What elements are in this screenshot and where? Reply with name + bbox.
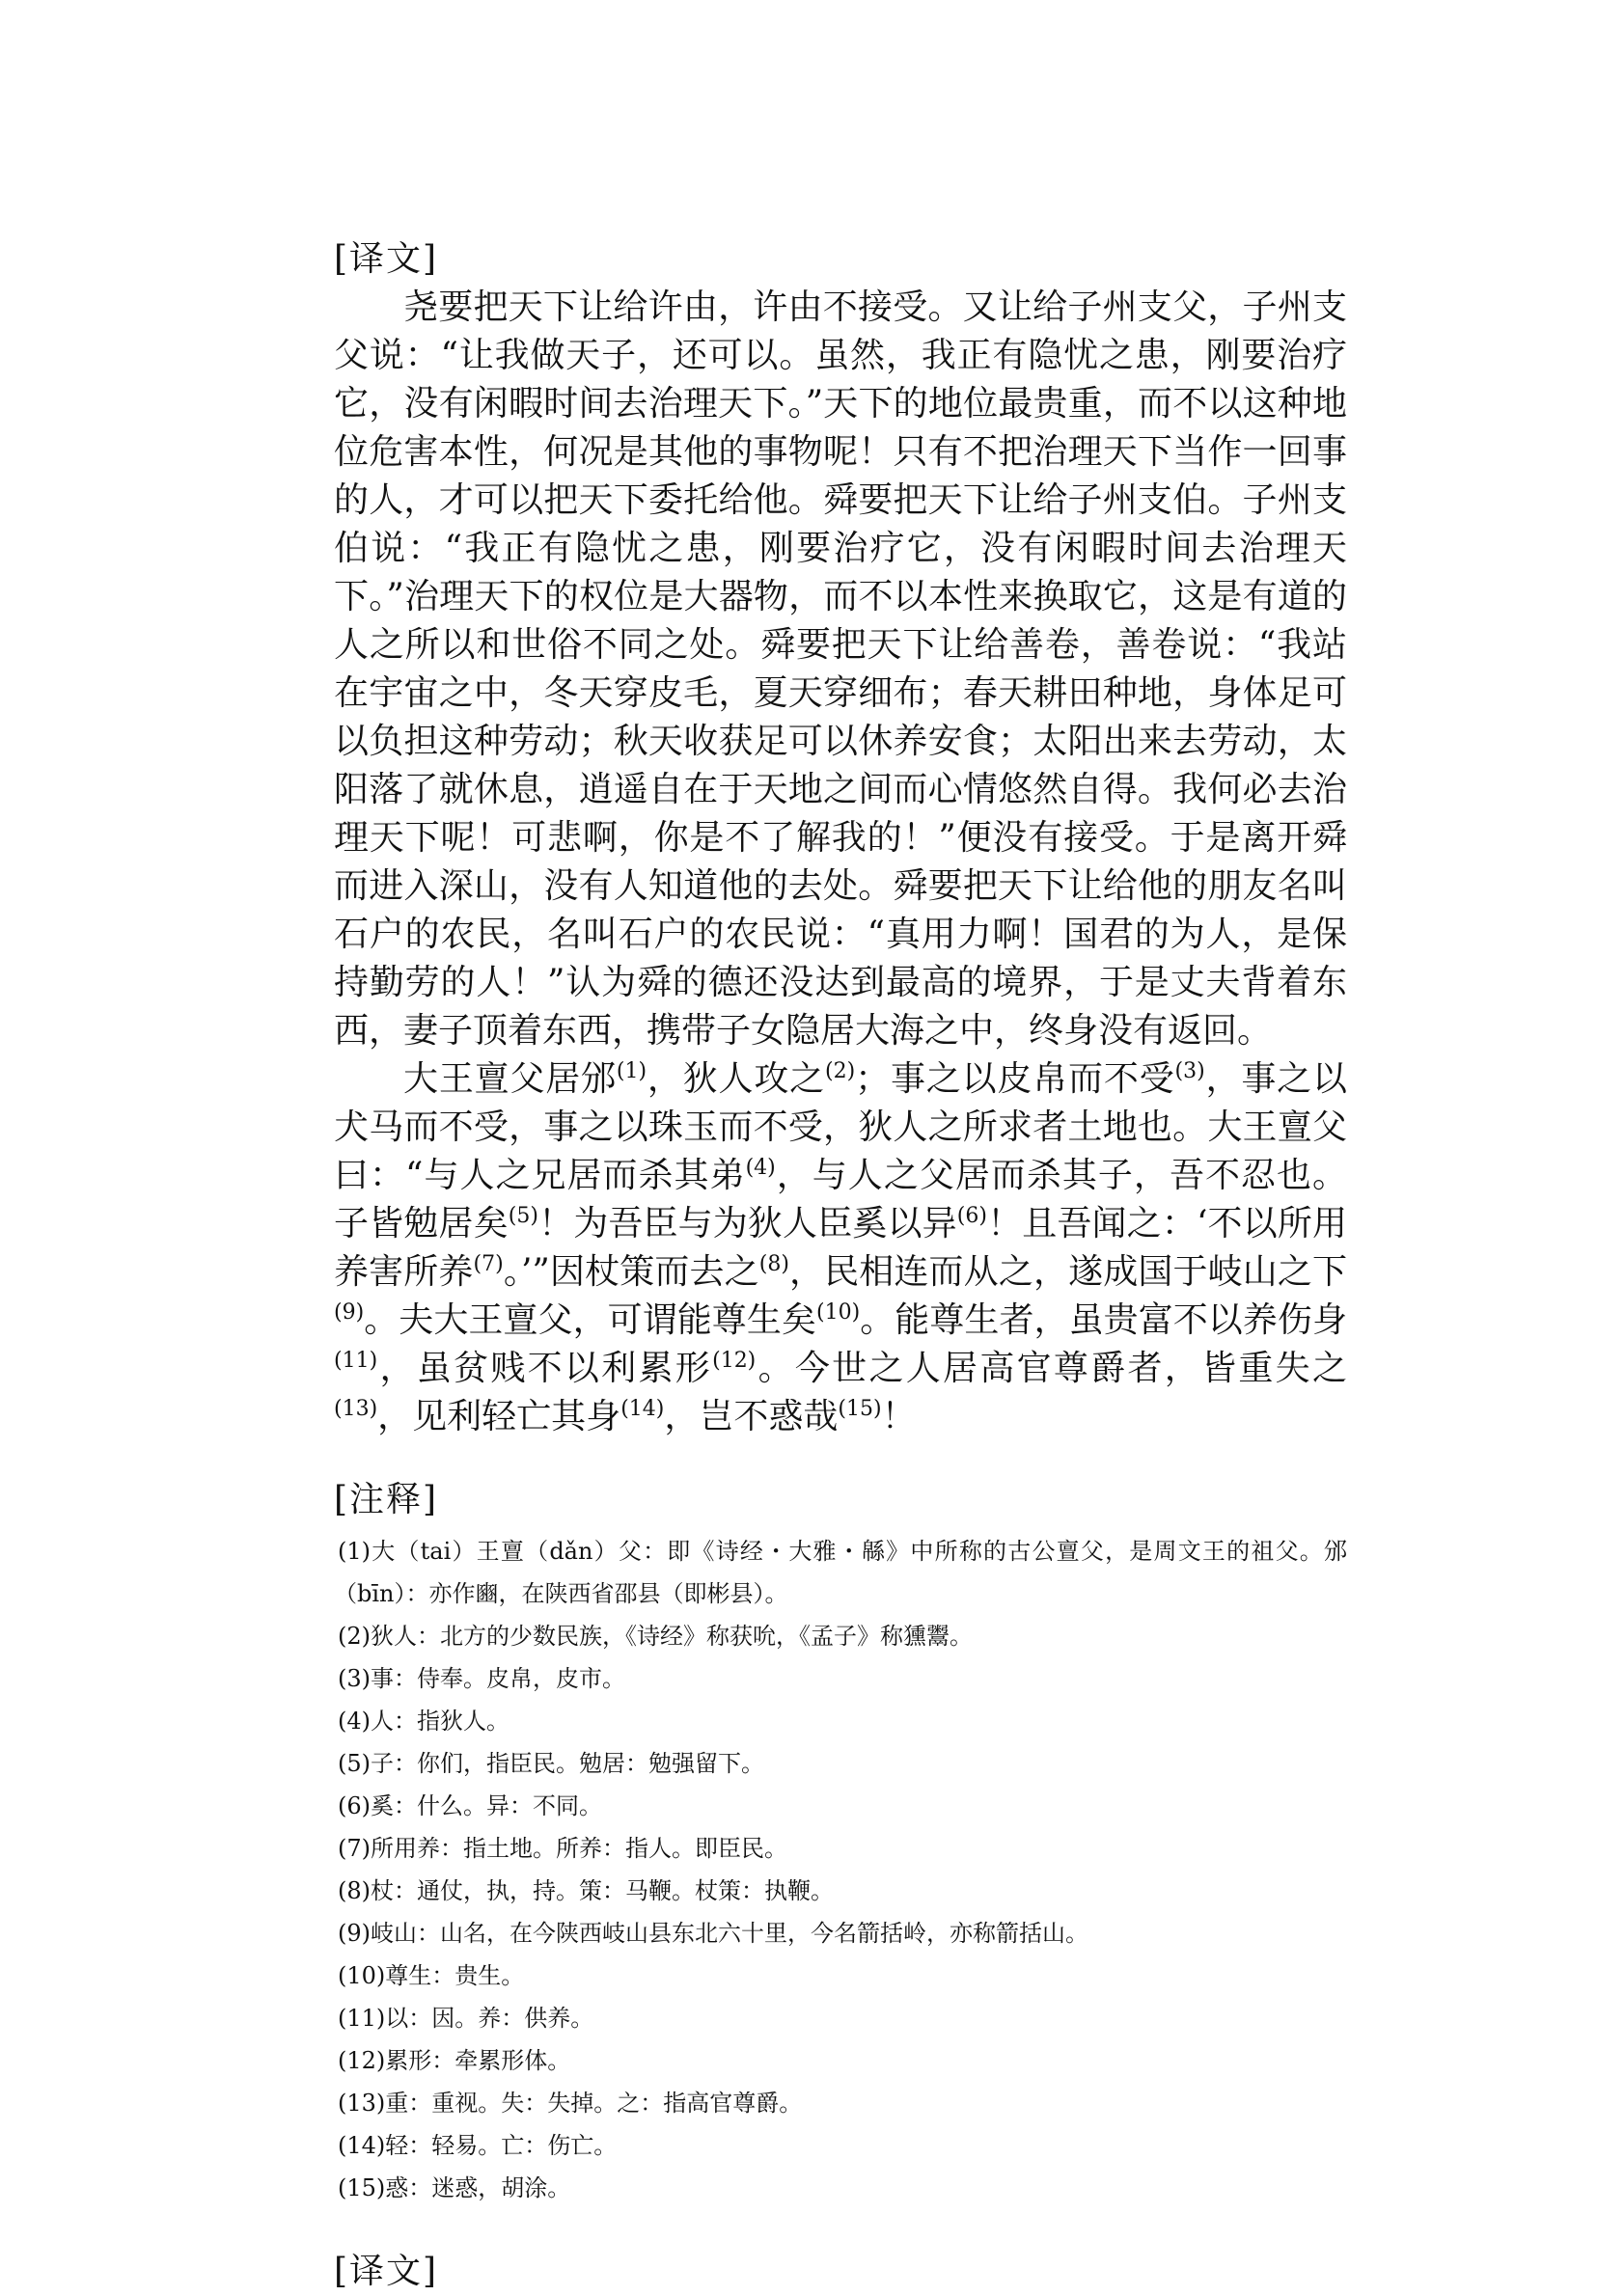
original-segment: 大王亶父居邠 — [403, 1059, 617, 1099]
note-item: (7)所用养：指土地。所养：指人。即臣民。 — [338, 1835, 787, 1862]
footnote-ref: (13) — [334, 1397, 378, 1421]
original-segment: ，岂不惑哉 — [664, 1397, 839, 1436]
note-item: (15)惑：迷惑，胡涂。 — [338, 2174, 571, 2201]
footnote-ref: (1) — [616, 1059, 647, 1083]
note-item: (11)以：因。养：供养。 — [338, 2005, 594, 2032]
next-translation-heading: [译文] — [334, 2252, 439, 2291]
note-item: (5)子：你们，指臣民。勉居：勉强留下。 — [338, 1750, 764, 1777]
footnote-ref: (15) — [838, 1397, 882, 1421]
note-item: (14)轻：轻易。亡：伤亡。 — [338, 2132, 618, 2159]
footnote-ref: (11) — [334, 1349, 378, 1373]
note-item: (8)杖：通仗，执，持。策：马鞭。杖策：执鞭。 — [338, 1877, 834, 1904]
translation-paragraph: 尧要把天下让给许由，许由不接受。又让给子州支父，子州支父说：“让我做天子，还可以。虽然，我正有隐忧之患，刚要治疗它，没有闲暇时间去治理天下。”天下的地位最贵重，而不以这种地位危害本性，何况是其他的事物呢！只有不把治理天下当作一回事的人，才可以把天下委托给他。舜要把天下让给子州支伯。子州支伯说：“我正有隐忧之患，刚要治疗它，没有闲暇时间去治理天下。”治理天下的权位是大器物，而不以本性来换取它，这是有道的人之所以和世俗不同之处。舜要把天下让给善卷，善卷说：“我站在宇宙之中，冬天穿皮毛，夏天穿细布；春天耕田种地，身体足可以负担这种劳动；秋天收获足可以休养安食；太阳出来去劳动，太阳落了就休息，逍遥自在于天地之间而心情悠然自得。我何必去治理天下呢！可悲啊，你是不了解我的！”便没有接受。于是离开舜而进入深山，没有人知道他的去处。舜要把天下让给他的朋友名叫石户的农民，名叫石户的农民说：“真用力啊！国君的为人，是保持勤劳的人！”认为舜的德还没达到最高的境界，于是丈夫背着东西，妻子顶着东西，携带子女隐居大海之中，终身没有返回。 — [334, 287, 1347, 1051]
footnote-ref: (4) — [745, 1156, 776, 1180]
original-segment: 。’”因杖策而去之 — [503, 1252, 759, 1292]
footnote-ref: (14) — [620, 1397, 665, 1421]
note-item: (9)岐山：山名，在今陕西岐山县东北六十里，今名箭括岭，亦称箭括山。 — [338, 1920, 1088, 1947]
note-item: (3)事：侍奉。皮帛，皮市。 — [338, 1665, 625, 1692]
note-item: (12)累形：牵累形体。 — [338, 2047, 571, 2074]
footnote-ref: (2) — [824, 1059, 856, 1083]
translation-heading: [译文] — [334, 239, 439, 279]
original-segment: ！为吾臣与为狄人臣奚以异 — [537, 1204, 957, 1244]
original-segment: ！ — [881, 1397, 917, 1436]
footnote-ref: (3) — [1174, 1059, 1205, 1083]
original-segment: ，见利轻亡其身 — [377, 1397, 621, 1436]
notes-list — [334, 1530, 1347, 2209]
footnote-ref: (10) — [816, 1300, 861, 1325]
document-page — [334, 235, 1347, 2296]
footnote-ref: (7) — [473, 1252, 504, 1276]
original-text-paragraph — [334, 1055, 1347, 1441]
note-item: (6)奚：什么。异：不同。 — [338, 1792, 602, 1819]
note-item: (1)大（tai）王亶（dǎn）父：即《诗经・大雅・緜》中所称的古公亶父，是周文王的祖父。邠（bīn）：亦作豳，在陕西省邵县（即彬县）。 — [334, 1538, 1347, 1607]
original-segment: ，狄人攻之 — [647, 1059, 825, 1099]
footnote-ref: (12) — [712, 1349, 757, 1373]
original-segment: 。夫大王亶父，可谓能尊生矣 — [364, 1300, 816, 1340]
note-item: (2)狄人：北方的少数民族，《诗经》称获吮，《孟子》称獯鬻。 — [338, 1623, 973, 1650]
original-segment: ，虽贫贱不以利累形 — [377, 1349, 713, 1388]
original-segment: ，民相连而从之，遂成国于岐山之下 — [788, 1252, 1347, 1292]
notes-heading: [注释] — [334, 1480, 439, 1519]
note-item: (4)人：指狄人。 — [338, 1708, 509, 1735]
footnote-ref: (5) — [508, 1204, 538, 1228]
note-item: (10)尊生：贵生。 — [338, 1962, 525, 1989]
footnote-ref: (9) — [334, 1300, 365, 1325]
original-segment: 。能尊生者，虽贵富不以养伤身 — [860, 1300, 1347, 1340]
original-segment: 。今世之人居高官尊爵者，皆重失之 — [756, 1349, 1347, 1388]
original-segment: ！且吾闻之：‘不以所用养害所养 — [334, 1204, 1347, 1292]
original-segment: ；事之以皮帛而不受 — [855, 1059, 1175, 1099]
original-segment: ，事之以犬马而不受，事之以珠玉而不受，狄人之所求者土地也。大王亶父曰：“与人之兄居而杀其弟 — [334, 1059, 1347, 1195]
footnote-ref: (8) — [758, 1252, 789, 1276]
note-item: (13)重：重视。失：失掉。之：指高官尊爵。 — [338, 2090, 803, 2117]
footnote-ref: (6) — [956, 1204, 987, 1228]
original-segment: ，与人之父居而杀其子，吾不忍也。子皆勉居矣 — [334, 1156, 1347, 1244]
